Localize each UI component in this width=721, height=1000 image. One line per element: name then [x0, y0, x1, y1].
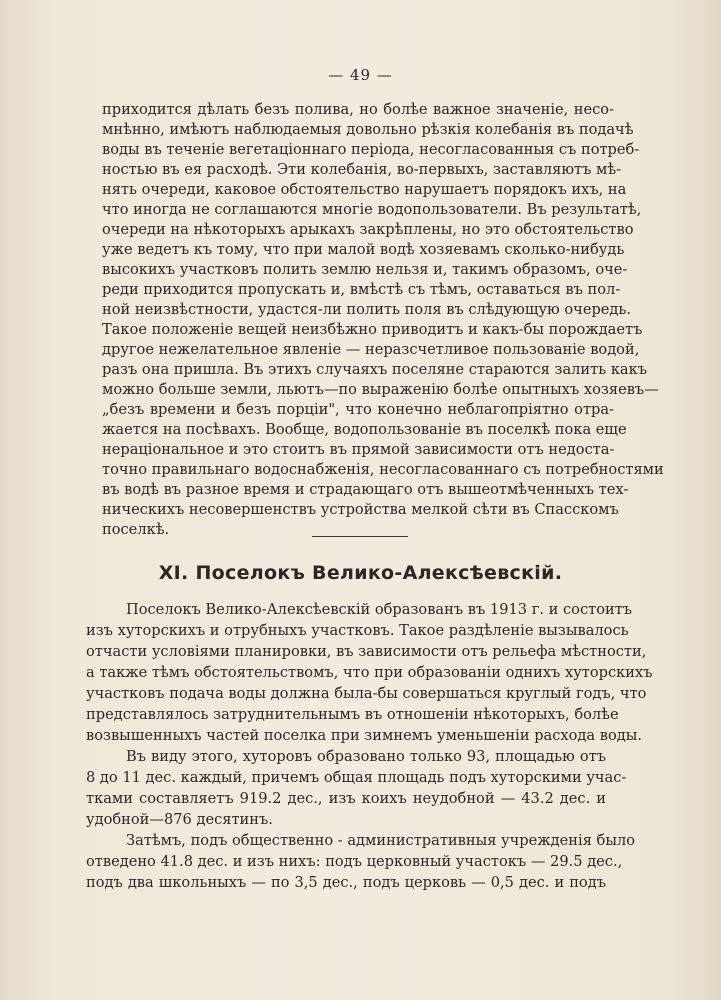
text-line: Затѣмъ, подъ общественно - административныя учрежденія было [126, 832, 635, 849]
text-line: жается на посѣвахъ. Вообще, водопользованіе въ поселкѣ пока еще [102, 421, 627, 438]
text-line: отчасти условіями планировки, въ зависимости отъ рельефа мѣстности, [86, 643, 647, 660]
text-line: точно правильнаго водоснабженія, несогласованнаго съ потребностями [102, 461, 664, 478]
text-line: подъ два школьныхъ — по 3,5 дес., подъ церковь — 0,5 дес. и подъ [86, 874, 606, 891]
text-line: участковъ подача воды должна была-бы совершаться круглый годъ, что [86, 685, 647, 702]
text-line: Въ виду этого, хуторовъ образовано только 93, площадью отъ [126, 748, 606, 765]
text-line: разъ она пришла. Въ этихъ случаяхъ поселяне стараются залить какъ [102, 361, 648, 378]
text-line: 8 до 11 дес. каждый, причемъ общая площадь подъ хуторскими учас- [86, 769, 627, 786]
text-line: нераціональное и это стоитъ въ прямой зависимости отъ недоста- [102, 441, 615, 458]
text-line: ническихъ несовершенствъ устройства мелкой сѣти въ Спасскомъ [102, 501, 619, 518]
text-line: уже ведетъ къ тому, что при малой водѣ хозяевамъ сколько-нибудь [102, 241, 625, 258]
text-line: другое нежелательное явленіе — неразсчетливое пользованіе водой, [102, 341, 640, 358]
section-divider [312, 536, 408, 537]
text-line: поселкѣ. [102, 521, 170, 538]
text-line: тками составляетъ 919.2 дес., изъ коихъ неудобной — 43.2 дес. и [86, 790, 606, 807]
text-line: отведено 41.8 дес. и изъ нихъ: подъ церковный участокъ — 29.5 дес., [86, 853, 623, 870]
section-heading: XI. Поселокъ Велико-Алексѣевскій. [158, 562, 563, 584]
text-line: Поселокъ Велико-Алексѣевскій образованъ въ 1913 г. и состоитъ [126, 601, 633, 618]
text-line: удобной—876 десятинъ. [86, 811, 273, 828]
text-line: ностью въ ея расходѣ. Эти колебанія, во-первыхъ, заставляютъ мѣ- [102, 161, 622, 178]
text-line: реди приходится пропускать и, вмѣстѣ съ тѣмъ, оставаться въ пол- [102, 281, 621, 298]
text-line: представлялось затруднительнымъ въ отношеніи нѣкоторыхъ, болѣе [86, 706, 619, 723]
text-line: воды въ теченіе вегетаціоннаго періода, несогласованныя съ потреб- [102, 141, 640, 158]
text-line: что иногда не соглашаются многіе водопользователи. Въ результатѣ, [102, 201, 642, 218]
text-line: возвышенныхъ частей поселка при зимнемъ уменьшеніи расхода воды. [86, 727, 642, 744]
text-line: мнѣнно, имѣютъ наблюдаемыя довольно рѣзкія колебанія въ подачѣ [102, 121, 634, 138]
text-line: а также тѣмъ обстоятельствомъ, что при образованіи однихъ хуторскихъ [86, 664, 653, 681]
text-line: „безъ времени и безъ порціи", что конечно неблагопріятно отра- [102, 401, 614, 418]
text-line: очереди на нѣкоторыхъ арыкахъ закрѣплены, но это обстоятельство [102, 221, 634, 238]
text-line: въ водѣ въ разное время и страдающаго отъ вышеотмѣченныхъ тех- [102, 481, 629, 498]
text-line: приходится дѣлать безъ полива, но болѣе важное значеніе, несо- [102, 101, 614, 118]
text-line: нять очереди, каковое обстоятельство нарушаетъ порядокъ ихъ, на [102, 181, 627, 198]
text-line: можно больше земли, льютъ—по выраженію болѣе опытныхъ хозяевъ— [102, 381, 659, 398]
text-line: изъ хуторскихъ и отрубныхъ участковъ. Такое раздѣленіе вызывалось [86, 622, 629, 639]
text-line: ной неизвѣстности, удастся-ли полить поля въ слѣдующую очередь. [102, 301, 632, 318]
text-line: высокихъ участковъ полить землю нельзя и, такимъ образомъ, оче- [102, 261, 628, 278]
page-number: — 49 — [328, 66, 393, 84]
text-line: Такое положеніе вещей неизбѣжно приводитъ и какъ-бы порождаетъ [102, 321, 643, 338]
